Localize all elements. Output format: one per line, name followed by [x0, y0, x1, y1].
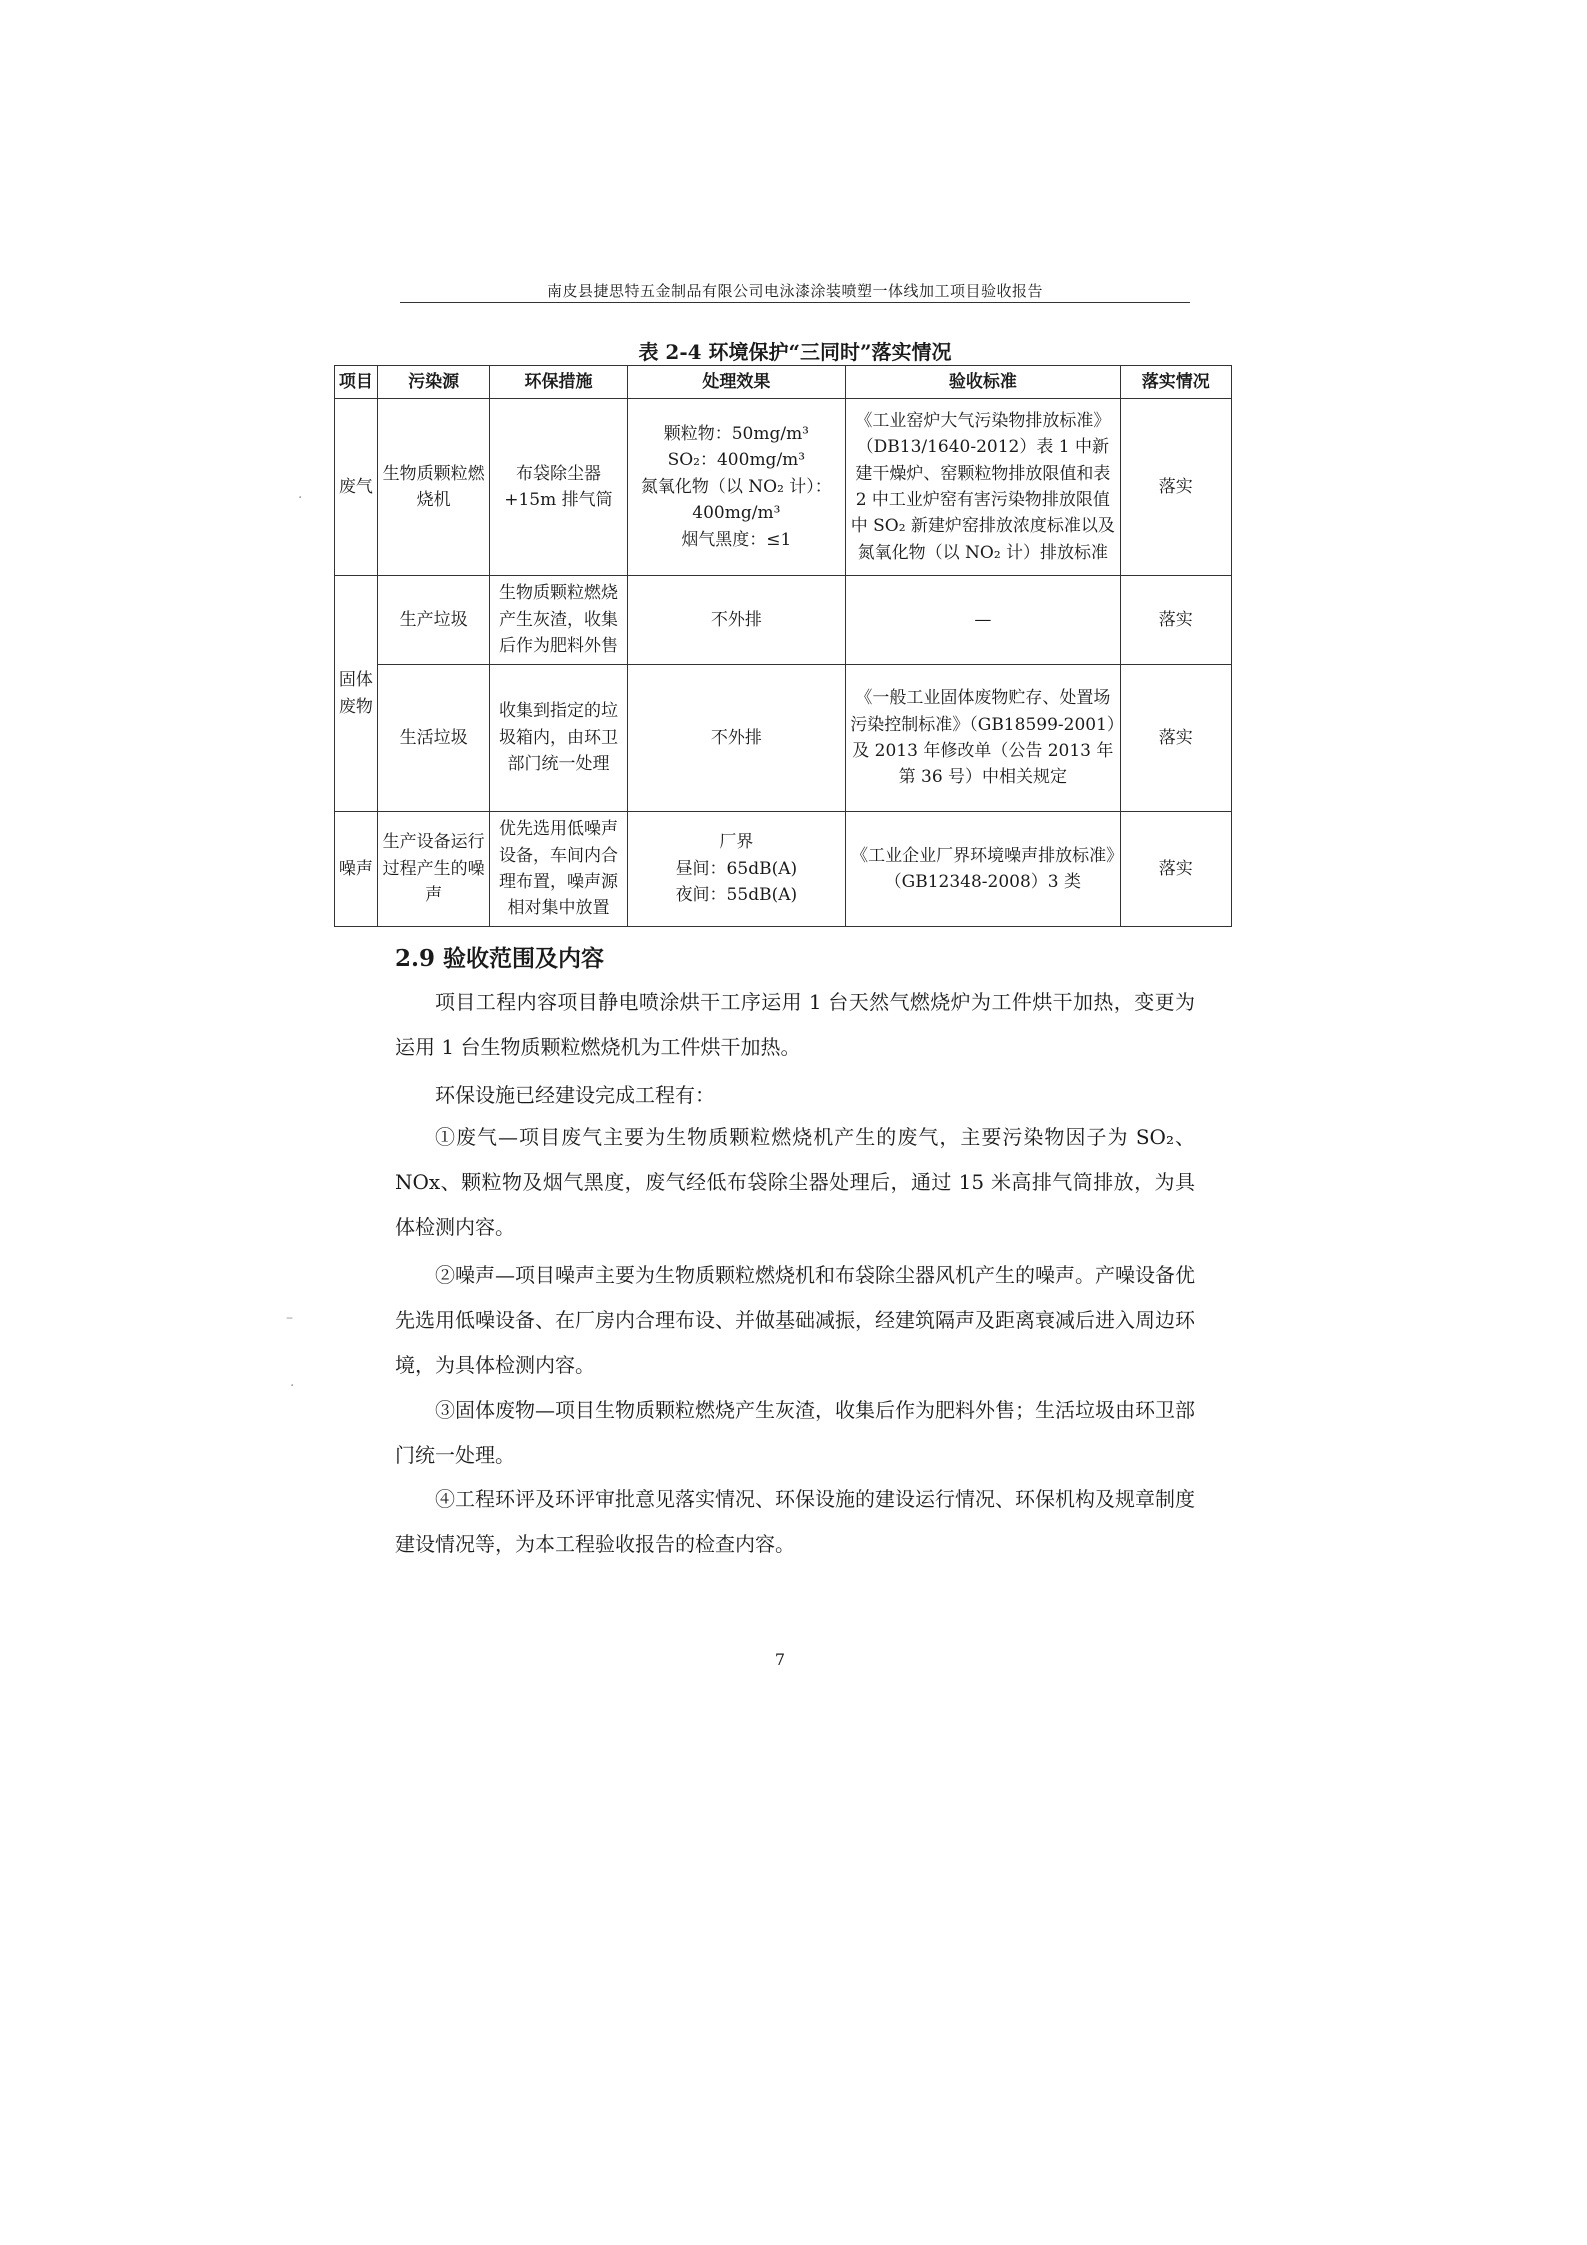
table-caption: 表 2-4 环境保护“三同时”落实情况 [638, 340, 952, 364]
scan-mark: · [290, 1378, 295, 1394]
measure-cell: 优先选用低噪声设备，车间内合理布置，噪声源相对集中放置 [490, 812, 627, 927]
effect-line: 昼间：65dB(A) [675, 858, 798, 879]
header-project: 项目 [335, 366, 378, 399]
category-cell: 噪声 [335, 812, 378, 927]
paragraph: ④工程环评及环评审批意见落实情况、环保设施的建设运行情况、环保机构及规章制度建设情况等，为本工程验收报告的检查内容。 [395, 1487, 1195, 1556]
header-treatment-effect: 处理效果 [627, 366, 846, 399]
source-cell: 生产垃圾 [377, 576, 490, 665]
header-protection-measure: 环保措施 [490, 366, 627, 399]
table-row [335, 812, 1232, 927]
measure-cell: 生物质颗粒燃烧产生灰渣，收集后作为肥料外售 [490, 576, 627, 665]
effect-cell [627, 399, 846, 576]
paragraph: 项目工程内容项目静电喷涂烘干工序运用 1 台天然气燃烧炉为工件烘干加热，变更为运用 1 台生物质颗粒燃烧机为工件烘干加热。 [395, 990, 1195, 1059]
measure-cell: 收集到指定的垃圾箱内，由环卫部门统一处理 [490, 665, 627, 812]
scan-mark: · [298, 490, 303, 506]
source-cell: 生产设备运行过程产生的噪声 [377, 812, 490, 927]
standard-cell: 《工业企业厂界环境噪声排放标准》（GB12348-2008）3 类 [846, 812, 1120, 927]
standard-cell: 《工业窑炉大气污染物排放标准》（DB13/1640-2012）表 1 中新建干燥炉、窑颗粒物排放限值和表 2 中工业炉窑有害污染物排放限值中 SO₂ 新建炉窑排放浓度标准以及氮氧化物（以 NO₂ 计）排放标准 [846, 399, 1120, 576]
paragraph: ③固体废物—项目生物质颗粒燃烧产生灰渣，收集后作为肥料外售；生活垃圾由环卫部门统一处理。 [395, 1398, 1195, 1467]
category-cell: 废气 [335, 399, 378, 576]
table-row [335, 576, 1232, 665]
table-row [335, 665, 1232, 812]
effect-line: 夜间：55dB(A) [675, 885, 798, 906]
status-cell: 落实 [1120, 665, 1232, 812]
effect-line: 不外排 [710, 727, 762, 748]
effect-line: SO₂：400mg/m³ [667, 450, 806, 471]
page-header-title: 南皮县捷思特五金制品有限公司电泳漆涂装喷塑一体线加工项目验收报告 [546, 282, 1043, 300]
source-cell: 生活垃圾 [377, 665, 490, 812]
table-row [335, 399, 1232, 576]
category-cell: 固体废物 [335, 576, 378, 812]
paragraph: ②噪声—项目噪声主要为生物质颗粒燃烧机和布袋除尘器风机产生的噪声。产噪设备优先选用低噪设备、在厂房内合理布设、并做基础减振，经建筑隔声及距离衰减后进入周边环境，为具体检测内容。 [395, 1263, 1195, 1377]
header-pollution-source: 污染源 [377, 366, 490, 399]
effect-cell [627, 665, 846, 812]
header-implementation-status: 落实情况 [1120, 366, 1232, 399]
effect-line: 厂界 [719, 832, 754, 853]
standard-cell: 《一般工业固体废物贮存、处置场污染控制标准》（GB18599-2001）及 2013 年修改单（公告 2013 年第 36 号）中相关规定 [846, 665, 1120, 812]
source-cell: 生物质颗粒燃烧机 [377, 399, 490, 576]
section-heading: 2.9 验收范围及内容 [395, 945, 605, 972]
effect-line: 烟气黑度：≤1 [681, 529, 792, 550]
paragraph: ①废气—项目废气主要为生物质颗粒燃烧机产生的废气，主要污染物因子为 SO₂、NOx、颗粒物及烟气黑度，废气经低布袋除尘器处理后，通过 15 米高排气筒排放，为具体检测内容。 [395, 1125, 1195, 1239]
effect-line: 不外排 [710, 609, 762, 630]
effect-cell [627, 812, 846, 927]
measure-cell: 布袋除尘器+15m 排气筒 [490, 399, 627, 576]
header-rule [400, 302, 1190, 303]
effect-line: 颗粒物：50mg/m³ [663, 424, 809, 445]
effect-line: 氮氧化物（以 NO₂ 计）：400mg/m³ [640, 476, 832, 524]
effect-cell [627, 576, 846, 665]
environmental-protection-table [334, 365, 1232, 927]
status-cell: 落实 [1120, 812, 1232, 927]
standard-cell: — [846, 576, 1120, 665]
page-number: 7 [774, 1650, 786, 1669]
header-acceptance-standard: 验收标准 [846, 366, 1120, 399]
paragraph: 环保设施已经建设完成工程有： [435, 1083, 715, 1107]
table-header-row [335, 366, 1232, 399]
scan-mark: – [286, 1310, 293, 1326]
status-cell: 落实 [1120, 399, 1232, 576]
status-cell: 落实 [1120, 576, 1232, 665]
